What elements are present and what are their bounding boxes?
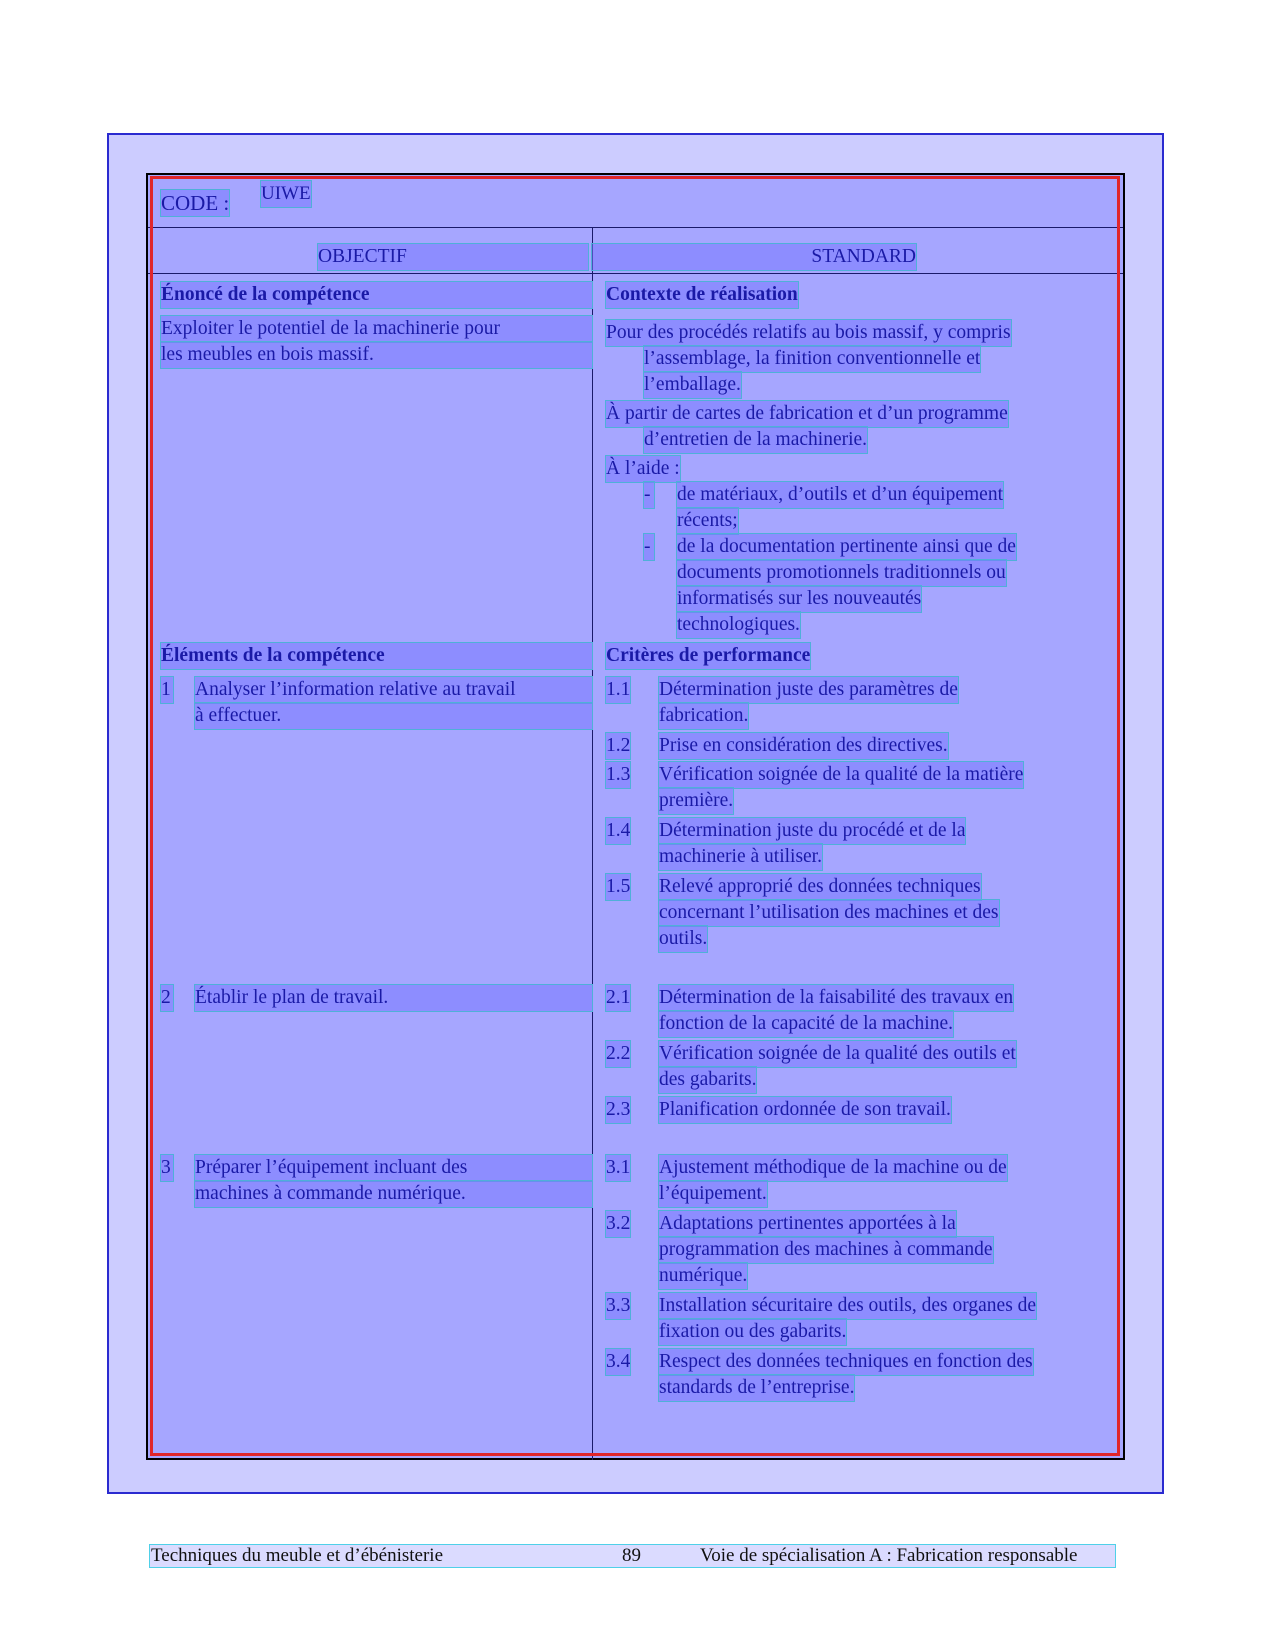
objectif-header: OBJECTIF xyxy=(318,244,588,270)
contexte-line: l’emballage. xyxy=(644,372,741,398)
page-number: 89 xyxy=(622,1545,641,1566)
critere-line: concernant l’utilisation des machines et des xyxy=(659,900,999,926)
criteres-heading: Critères de performance xyxy=(606,643,810,669)
enonce-heading: Énoncé de la compétence xyxy=(161,282,592,308)
critere-line: l’équipement. xyxy=(659,1181,767,1207)
critere-line: machinerie à utiliser. xyxy=(659,844,822,870)
critere-number: 1.4 xyxy=(606,818,630,844)
contexte-bullet-line: de matériaux, d’outils et d’un équipement xyxy=(677,482,1003,508)
critere-line: fabrication. xyxy=(659,703,748,729)
critere-number: 1.3 xyxy=(606,762,630,788)
standard-header: STANDARD xyxy=(592,244,916,270)
critere-line: Respect des données techniques en fonction des xyxy=(659,1349,1033,1375)
critere-line: programmation des machines à commande xyxy=(659,1237,993,1263)
enonce-line: les meubles en bois massif. xyxy=(161,342,592,368)
critere-number: 2.1 xyxy=(606,985,630,1011)
element-number: 3 xyxy=(161,1155,173,1181)
critere-number: 2.2 xyxy=(606,1041,630,1067)
critere-line: numérique. xyxy=(659,1263,747,1289)
contexte-line: d’entretien de la machinerie. xyxy=(644,427,867,453)
header-divider xyxy=(148,227,1123,228)
footer-left: Techniques du meuble et d’ébénisterie xyxy=(151,1545,444,1566)
contexte-bullet-line: technologiques. xyxy=(677,612,800,638)
critere-line: Ajustement méthodique de la machine ou de xyxy=(659,1155,1007,1181)
critere-number: 1.2 xyxy=(606,733,630,759)
element-number: 2 xyxy=(161,985,173,1011)
critere-number: 3.4 xyxy=(606,1349,630,1375)
critere-line: Vérification soignée de la qualité des outils et xyxy=(659,1041,1016,1067)
critere-line: Prise en considération des directives. xyxy=(659,733,948,759)
critere-line: Relevé approprié des données techniques xyxy=(659,874,981,900)
critere-line: fonction de la capacité de la machine. xyxy=(659,1011,953,1037)
footer-right: Voie de spécialisation A : Fabrication responsable xyxy=(700,1545,1078,1566)
critere-line: Adaptations pertinentes apportées à la xyxy=(659,1211,956,1237)
critere-line: Installation sécuritaire des outils, des organes de xyxy=(659,1293,1036,1319)
critere-line: Détermination de la faisabilité des travaux en xyxy=(659,985,1013,1011)
contexte-line: Pour des procédés relatifs au bois massif, y compris xyxy=(606,320,1011,346)
critere-number: 2.3 xyxy=(606,1097,630,1123)
critere-line: première. xyxy=(659,788,733,814)
contexte-bullet-line: documents promotionnels traditionnels ou xyxy=(677,560,1006,586)
element-line: Préparer l’équipement incluant des xyxy=(195,1155,592,1181)
critere-line: outils. xyxy=(659,926,707,952)
element-line: à effectuer. xyxy=(195,703,592,729)
code-value: UIWE xyxy=(261,181,311,207)
critere-line: Vérification soignée de la qualité de la matière xyxy=(659,762,1023,788)
critere-number: 3.2 xyxy=(606,1211,630,1237)
column-divider xyxy=(592,228,593,1460)
elements-heading: Éléments de la compétence xyxy=(161,643,592,669)
contexte-bullet-line: de la documentation pertinente ainsi que de xyxy=(677,534,1016,560)
code-label: CODE : xyxy=(161,191,230,215)
critere-line: Détermination juste du procédé et de la xyxy=(659,818,965,844)
element-line: Analyser l’information relative au travail xyxy=(195,677,592,703)
critere-number: 3.3 xyxy=(606,1293,630,1319)
critere-line: fixation ou des gabarits. xyxy=(659,1319,846,1345)
element-line: machines à commande numérique. xyxy=(195,1181,592,1207)
column-header-divider xyxy=(148,273,1123,274)
bullet-dash: - xyxy=(644,482,654,508)
element-number: 1 xyxy=(161,677,173,703)
critere-number: 1.1 xyxy=(606,677,630,703)
critere-line: Planification ordonnée de son travail. xyxy=(659,1097,951,1123)
critere-number: 3.1 xyxy=(606,1155,630,1181)
element-line: Établir le plan de travail. xyxy=(195,985,592,1011)
critere-number: 1.5 xyxy=(606,874,630,900)
contexte-bullet-line: récents; xyxy=(677,508,738,534)
contexte-line: À partir de cartes de fabrication et d’un programme xyxy=(606,401,1008,427)
contexte-line: l’assemblage, la finition conventionnelle et xyxy=(644,346,980,372)
critere-line: standards de l’entreprise. xyxy=(659,1375,854,1401)
critere-line: Détermination juste des paramètres de xyxy=(659,677,958,703)
critere-line: des gabarits. xyxy=(659,1067,756,1093)
contexte-bullet-line: informatisés sur les nouveautés xyxy=(677,586,921,612)
contexte-heading: Contexte de réalisation xyxy=(606,282,798,308)
enonce-line: Exploiter le potentiel de la machinerie pour xyxy=(161,316,592,342)
bullet-dash: - xyxy=(644,534,654,560)
contexte-line: À l’aide : xyxy=(606,456,680,482)
